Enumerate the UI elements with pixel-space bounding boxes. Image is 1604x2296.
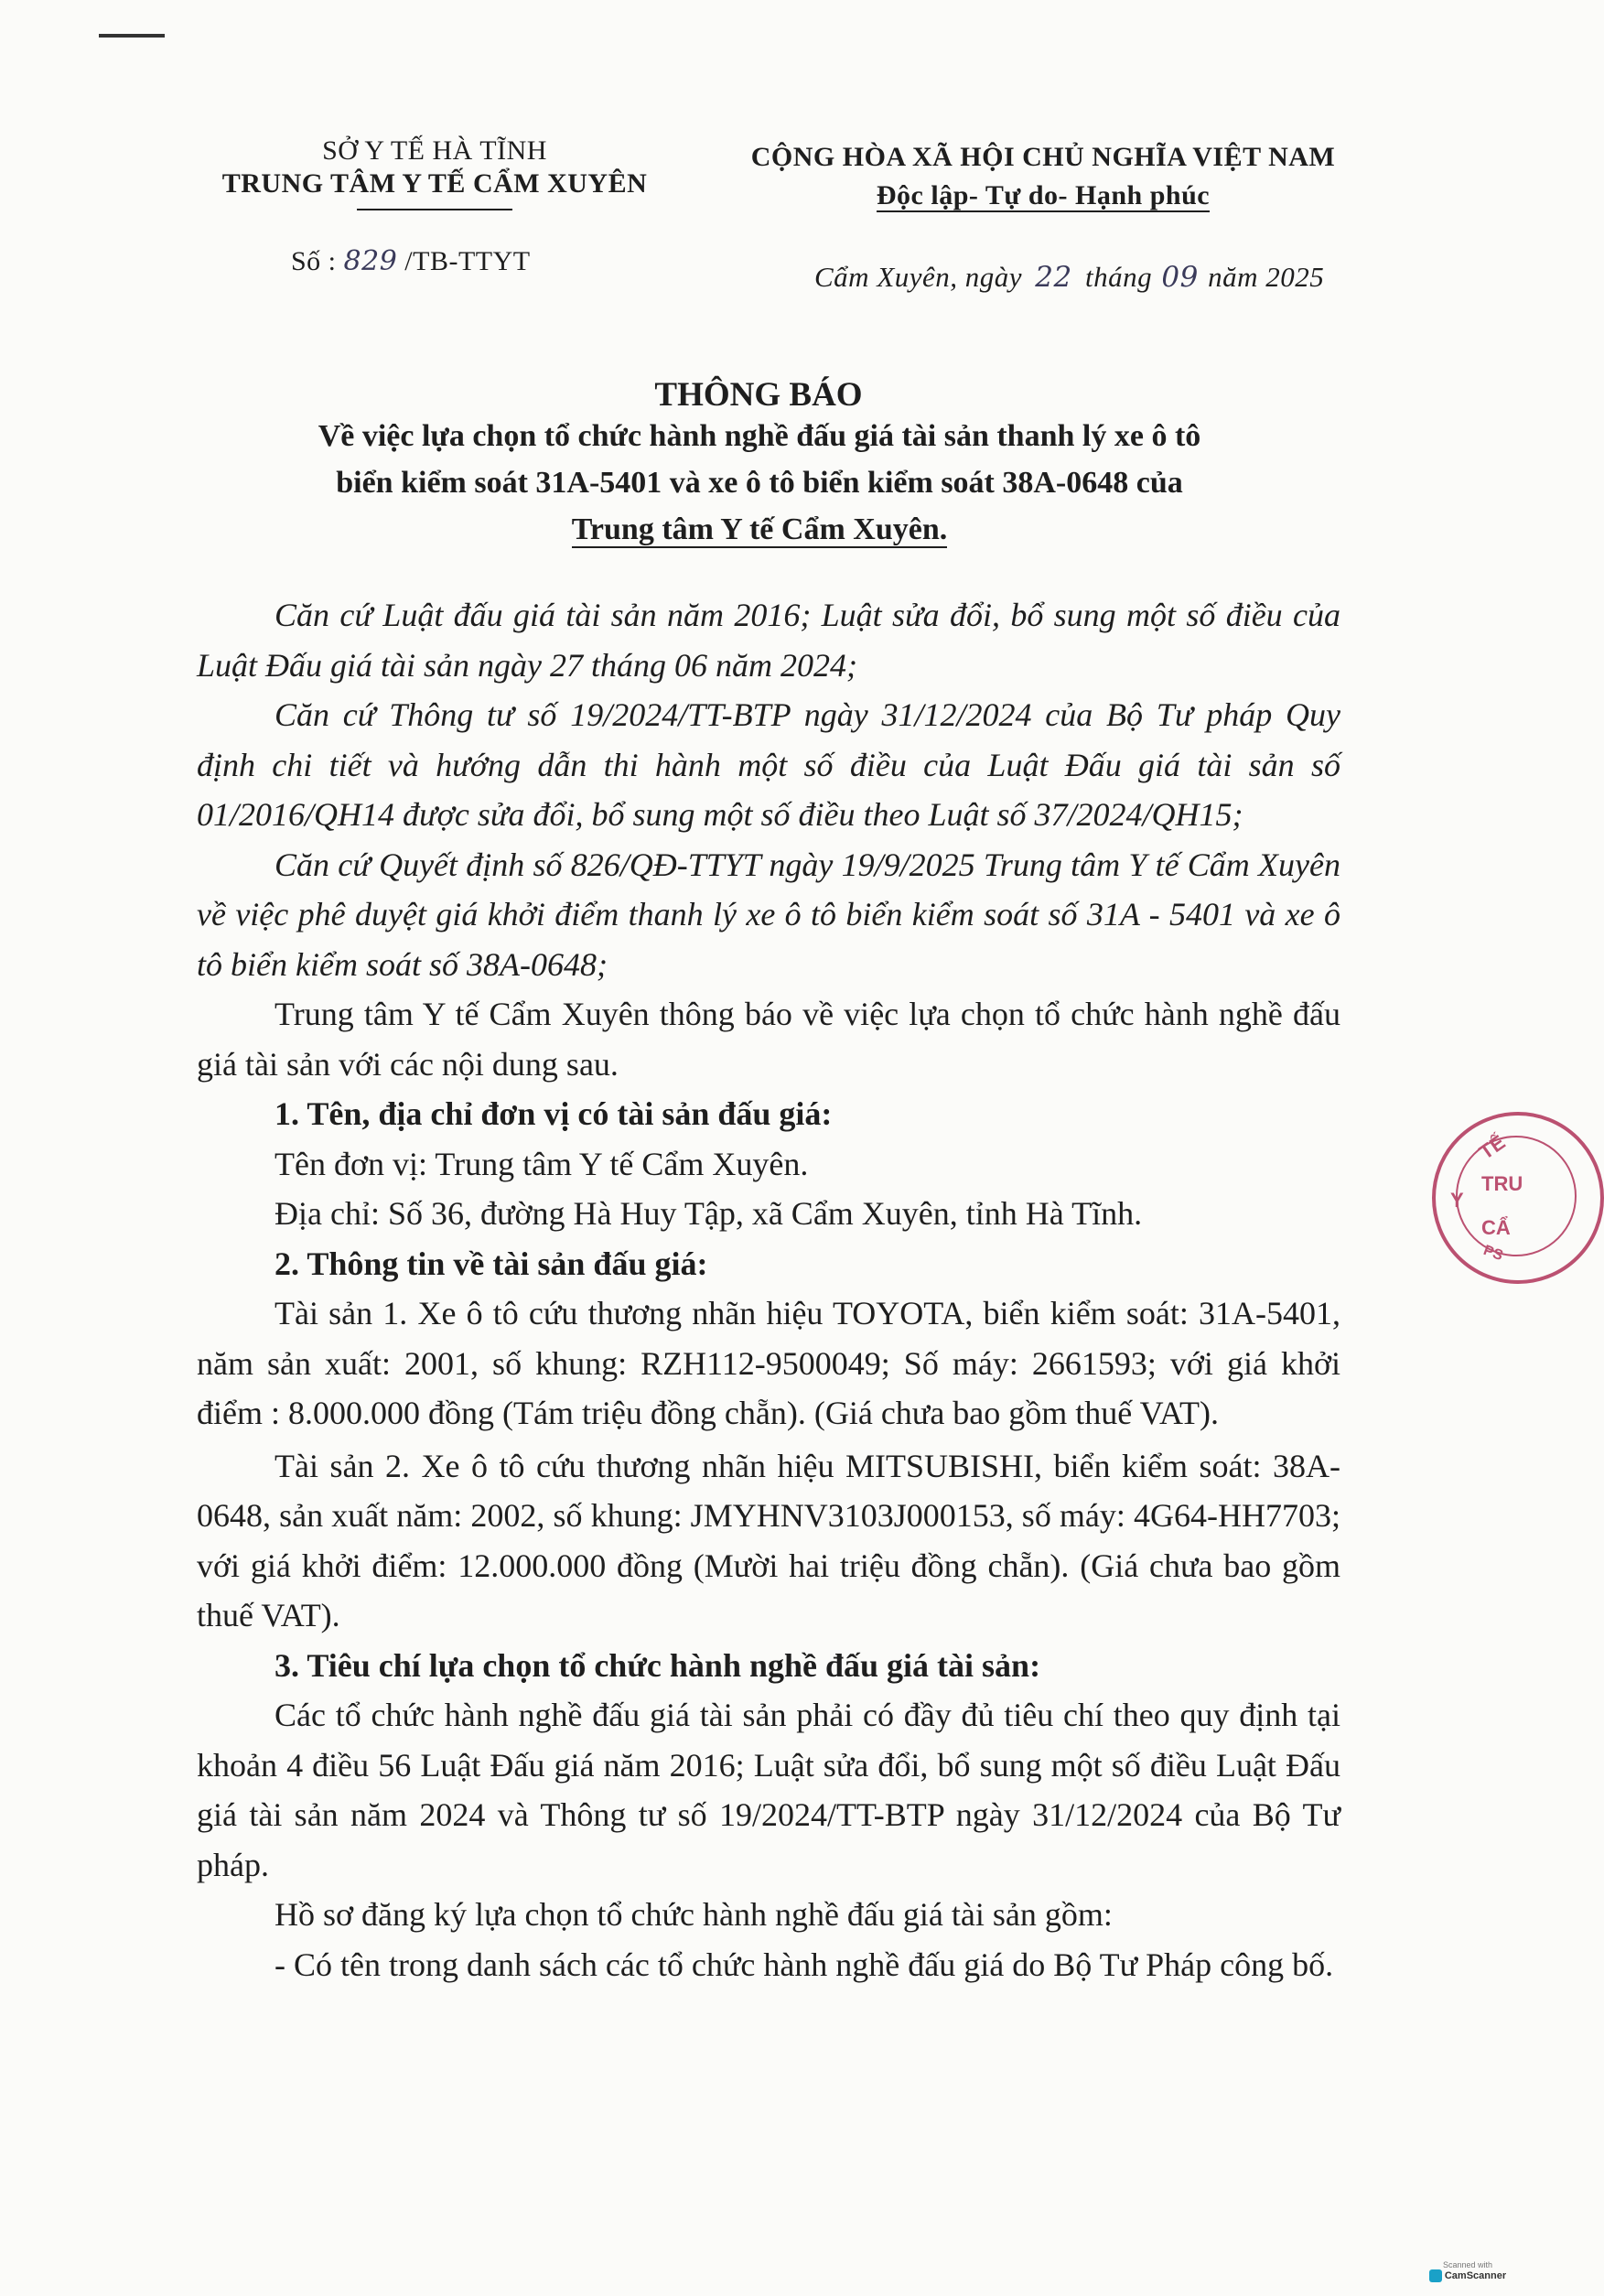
scanner-brand-row	[1426, 2269, 1510, 2282]
subject-line-1: Về việc lựa chọn tổ chức hành nghề đấu giá tài sản thanh lý xe ô tô	[318, 419, 1201, 453]
scanner-brand: CamScanner	[1444, 2269, 1507, 2281]
date-day: 22	[1035, 261, 1072, 294]
intro-paragraph: Trung tâm Y tế Cẩm Xuyên thông báo về việc lựa chọn tổ chức hành nghề đấu giá tài sản với các nội dung sau.	[197, 996, 1340, 1083]
unit-address: Địa chỉ: Số 36, đường Hà Huy Tập, xã Cẩm Xuyên, tỉnh Hà Tĩnh.	[275, 1195, 1143, 1232]
basis-3: Căn cứ Quyết định số 826/QĐ-TTYT ngày 19/9/2025 Trung tâm Y tế Cẩm Xuyên về việc phê duyệt giá khởi điểm thanh lý xe ô tô biển kiểm soát số 31A - 5401 và xe ô tô biển kiểm soát số 38A-0648;	[197, 846, 1340, 983]
scan-mark	[99, 34, 165, 38]
seal-text-side: Y	[1450, 1189, 1464, 1212]
criteria-paragraph: Các tổ chức hành nghề đấu giá tài sản phải có đầy đủ tiêu chí theo quy định tại khoản 4 điều 56 Luật Đấu giá năm 2016; Luật sửa đổi, bổ sung một số điều Luật Đấu giá tài sản năm 2024 và Thông tư số 19/2024/TT-BTP ngày 31/12/2024 của Bộ Tư pháp.	[197, 1697, 1340, 1883]
motto-text: Độc lập- Tự do- Hạnh phúc	[876, 180, 1211, 210]
doc-no-prefix: Số :	[291, 246, 337, 276]
agency-parent: SỞ Y TẾ HÀ TĨNH	[322, 135, 547, 166]
asset-1: Tài sản 1. Xe ô tô cứu thương nhãn hiệu TOYOTA, biển kiểm soát: 31A-5401, năm sản xuất: 2001, số khung: RZH112-9500049; Số máy: 2661593; với giá khởi điểm : 8.000.000 đồng (Tám triệu đồng chẵn). (Giá chưa bao gồm thuế VAT).	[197, 1295, 1340, 1431]
date-line	[814, 261, 1324, 294]
dossier-item-1: - Có tên trong danh sách các tổ chức hành nghề đấu giá do Bộ Tư Pháp công bố.	[275, 1946, 1334, 1983]
official-seal	[1432, 1112, 1604, 1284]
document-subject	[220, 413, 1299, 553]
seal-text-bottom: CẨ	[1481, 1216, 1511, 1239]
date-year: năm 2025	[1208, 261, 1325, 293]
doc-no-suffix: /TB-TTYT	[404, 246, 531, 276]
camscanner-icon	[1429, 2269, 1442, 2282]
subject-line-3	[220, 506, 1299, 553]
date-month-word: tháng	[1084, 261, 1153, 293]
date-month: 09	[1161, 261, 1199, 294]
unit-name: Tên đơn vị: Trung tâm Y tế Cẩm Xuyên.	[275, 1145, 809, 1182]
agency-name	[178, 135, 691, 199]
agency-underline	[357, 209, 512, 210]
section-1-heading: 1. Tên, địa chỉ đơn vị có tài sản đấu giá:	[275, 1095, 833, 1132]
seal-text-ps: PS	[1480, 1242, 1505, 1265]
seal-text-top: TẾ	[1475, 1130, 1510, 1164]
section-2-heading: 2. Thông tin về tài sản đấu giá:	[275, 1245, 708, 1282]
agency-unit: TRUNG TÂM Y TẾ CẨM XUYÊN	[221, 168, 648, 199]
scanner-line: Scanned with	[1442, 2260, 1493, 2269]
doc-no-handwritten: 829	[343, 245, 398, 277]
seal-text-mid: TRU	[1481, 1172, 1523, 1195]
document-number	[291, 245, 531, 277]
dossier-intro: Hồ sơ đăng ký lựa chọn tổ chức hành nghề đấu giá tài sản gồm:	[275, 1896, 1113, 1933]
national-motto	[695, 180, 1391, 211]
seal-inner-ring	[1456, 1136, 1577, 1256]
asset-2: Tài sản 2. Xe ô tô cứu thương nhãn hiệu MITSUBISHI, biển kiểm soát: 38A-0648, sản xuất năm: 2002, số khung: JMYHNV3103J000153, số máy: 4G64-HH7703; với giá khởi điểm: 12.000.000 đồng (Mười hai triệu đồng chẵn). (Giá chưa bao gồm thuế VAT).	[197, 1447, 1340, 1633]
basis-1: Căn cứ Luật đấu giá tài sản năm 2016; Luật sửa đổi, bổ sung một số điều của Luật Đấu giá tài sản ngày 27 tháng 06 năm 2024;	[197, 597, 1340, 684]
basis-2: Căn cứ Thông tư số 19/2024/TT-BTP ngày 31/12/2024 của Bộ Tư pháp Quy định chi tiết và hướng dẫn thi hành một số điều của Luật Đấu giá tài sản số 01/2016/QH14 được sửa đổi, bổ sung một số điều theo Luật số 37/2024/QH15;	[197, 696, 1340, 833]
subject-line-2: biển kiểm soát 31A-5401 và xe ô tô biển kiểm soát 38A-0648 của	[336, 466, 1183, 500]
scanner-watermark	[1426, 2260, 1510, 2291]
date-prefix: Cẩm Xuyên, ngày	[814, 261, 1023, 293]
section-3-heading: 3. Tiêu chí lựa chọn tổ chức hành nghề đấu giá tài sản:	[275, 1646, 1041, 1684]
national-title: CỘNG HÒA XÃ HỘI CHỦ NGHĨA VIỆT NAM	[750, 142, 1336, 172]
document-title: THÔNG BÁO	[654, 376, 863, 414]
subject-line-3-text: Trung tâm Y tế Cẩm Xuyên.	[571, 512, 948, 546]
document-body	[197, 590, 1340, 1989]
